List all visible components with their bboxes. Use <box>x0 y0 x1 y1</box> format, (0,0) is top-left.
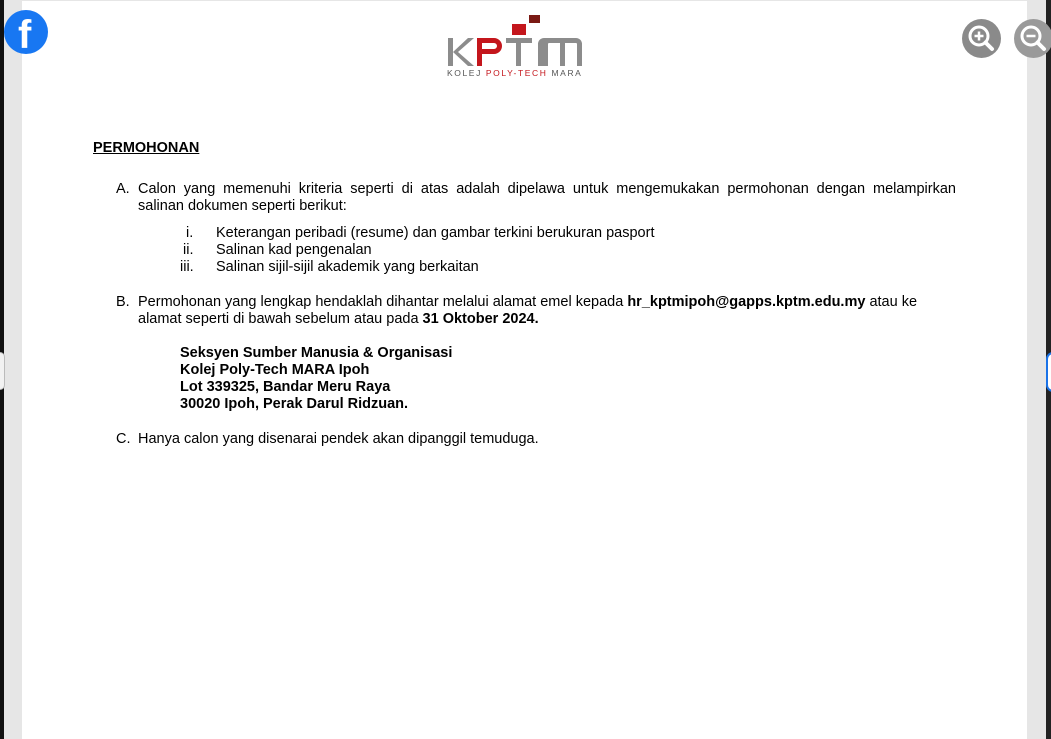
facebook-share-button[interactable] <box>4 10 48 57</box>
item-b-line1 <box>138 294 917 311</box>
item-a-line1: Calon yang memenuhi kriteria seperti di atas adalah dipelawa untuk mengemukakan permohonan dengan melampirkan <box>138 181 956 197</box>
subitem-1-marker: i. <box>186 225 194 241</box>
logo-caption-kolej: KOLEJ <box>447 68 486 78</box>
section-heading: PERMOHONAN <box>93 140 200 156</box>
email-address: hr_kptmipoh@gapps.kptm.edu.my <box>627 294 866 310</box>
zoom-in-button[interactable] <box>962 19 1001 58</box>
next-page-handle[interactable] <box>1046 352 1051 392</box>
zoom-out-button[interactable] <box>1014 19 1051 58</box>
item-c-text: Hanya calon yang disenarai pendek akan dipanggil temuduga. <box>138 431 539 447</box>
item-b-line2 <box>138 311 539 328</box>
subitem-2-marker: ii. <box>183 242 194 258</box>
item-b-marker: B. <box>116 294 130 310</box>
logo-caption-polytech: POLY-TECH <box>485 68 548 78</box>
subitem-2-text: Salinan kad pengenalan <box>216 242 372 258</box>
logo-caption-mara: MARA <box>547 68 583 78</box>
item-b-line1-text: Permohonan yang lengkap hendaklah dihantar melalui alamat emel kepada <box>138 294 628 310</box>
logo-caption <box>447 68 582 78</box>
previous-page-handle[interactable] <box>0 352 5 390</box>
facebook-icon: f <box>18 13 32 57</box>
deadline-date: 31 Oktober 2024. <box>422 311 539 327</box>
address-line-4: 30020 Ipoh, Perak Darul Ridzuan. <box>180 396 409 412</box>
item-b-line2-text: alamat seperti di bawah sebelum atau pada <box>138 311 423 327</box>
address-line-1: Seksyen Sumber Manusia & Organisasi <box>180 345 453 361</box>
subitem-3-text: Salinan sijil-sijil akademik yang berkaitan <box>216 259 479 275</box>
address-line-2: Kolej Poly-Tech MARA Ipoh <box>180 362 370 378</box>
zoom-in-icon <box>962 19 1001 58</box>
subitem-3-marker: iii. <box>180 259 194 275</box>
address-line-3: Lot 339325, Bandar Meru Raya <box>180 379 391 395</box>
subitem-1-text: Keterangan peribadi (resume) dan gambar terkini berukuran pasport <box>216 225 655 241</box>
item-c-marker: C. <box>116 431 131 447</box>
item-a-marker: A. <box>116 181 130 197</box>
zoom-out-icon <box>1014 19 1051 58</box>
item-b-line1-end: atau ke <box>865 294 918 310</box>
item-a-line2: salinan dokumen seperti berikut: <box>138 198 347 214</box>
document-page <box>22 1 1027 739</box>
